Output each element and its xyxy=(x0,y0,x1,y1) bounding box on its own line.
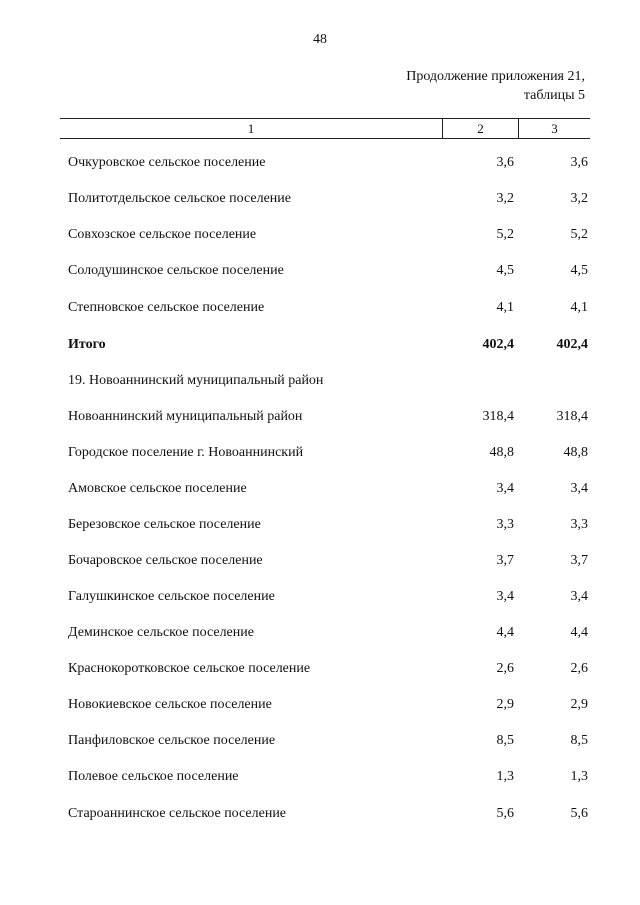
table-row xyxy=(68,625,590,645)
table-row xyxy=(68,661,590,681)
row-label: Степновское сельское поселение xyxy=(68,300,265,315)
row-label: Бочаровское сельское поселение xyxy=(68,553,263,568)
row-value-col-3: 1,3 xyxy=(570,769,588,784)
continuation-note xyxy=(406,67,585,105)
table-row xyxy=(68,769,590,789)
table-header xyxy=(60,118,590,140)
header-col-3: 3 xyxy=(551,121,558,136)
table-row xyxy=(68,263,590,283)
row-value-col-2: 3,6 xyxy=(496,155,514,170)
row-value-col-2: 2,9 xyxy=(496,697,514,712)
row-value-col-2: 3,7 xyxy=(496,553,514,568)
table-row xyxy=(68,227,590,247)
row-value-col-2: 2,6 xyxy=(496,661,514,676)
table-row xyxy=(68,553,590,573)
row-label: Итого xyxy=(68,337,106,352)
row-value-col-2: 4,4 xyxy=(496,625,514,640)
table-row xyxy=(68,191,590,211)
row-value-col-3: 3,4 xyxy=(570,589,588,604)
row-value-col-3: 3,7 xyxy=(570,553,588,568)
row-value-col-3: 4,1 xyxy=(570,300,588,315)
table-row xyxy=(68,155,590,175)
table-row xyxy=(68,445,590,465)
page-number: 48 xyxy=(313,32,327,47)
row-value-col-3: 4,5 xyxy=(570,263,588,278)
row-label: Очкуровское сельское поселение xyxy=(68,155,266,170)
row-value-col-2: 4,5 xyxy=(496,263,514,278)
header-col-1: 1 xyxy=(247,121,255,136)
row-value-col-2: 8,5 xyxy=(496,733,514,748)
row-value-col-2: 5,2 xyxy=(496,227,514,242)
row-label: 19. Новоаннинский муниципальный район xyxy=(68,373,324,388)
row-value-col-3: 3,6 xyxy=(570,155,588,170)
row-value-col-2: 3,4 xyxy=(496,589,514,604)
table-row xyxy=(68,481,590,501)
row-label: Новоаннинский муниципальный район xyxy=(68,409,303,424)
row-value-col-3: 2,6 xyxy=(570,661,588,676)
row-value-col-2: 4,1 xyxy=(496,300,514,315)
row-label: Березовское сельское поселение xyxy=(68,517,261,532)
row-value-col-2: 48,8 xyxy=(489,445,514,460)
row-label: Солодушинское сельское поселение xyxy=(68,263,284,278)
row-label: Амовское сельское поселение xyxy=(68,481,247,496)
row-label: Совхозское сельское поселение xyxy=(68,227,257,242)
row-value-col-3: 402,4 xyxy=(556,337,588,352)
table-row xyxy=(68,409,590,429)
row-value-col-3: 4,4 xyxy=(570,625,588,640)
row-value-col-3: 5,6 xyxy=(570,806,588,821)
continuation-line-2: таблицы 5 xyxy=(523,88,585,103)
row-value-col-3: 2,9 xyxy=(570,697,588,712)
header-bottom-rule xyxy=(60,138,590,139)
section-heading-row xyxy=(68,373,590,393)
row-value-col-2: 318,4 xyxy=(482,409,514,424)
row-value-col-3: 8,5 xyxy=(570,733,588,748)
row-value-col-2: 1,3 xyxy=(496,769,514,784)
row-label: Полевое сельское поселение xyxy=(68,769,239,784)
row-value-col-3: 3,4 xyxy=(570,481,588,496)
table-row xyxy=(68,589,590,609)
row-value-col-2: 3,4 xyxy=(496,481,514,496)
row-value-col-2: 402,4 xyxy=(482,337,514,352)
row-value-col-3: 48,8 xyxy=(563,445,588,460)
continuation-line-1: Продолжение приложения 21, xyxy=(406,69,585,84)
row-value-col-2: 5,6 xyxy=(496,806,514,821)
row-value-col-2: 3,3 xyxy=(496,517,514,532)
row-value-col-3: 5,2 xyxy=(570,227,588,242)
row-label: Городское поселение г. Новоаннинский xyxy=(68,445,304,460)
row-label: Староаннинское сельское поселение xyxy=(68,806,287,821)
row-value-col-3: 3,3 xyxy=(570,517,588,532)
row-value-col-3: 318,4 xyxy=(556,409,588,424)
table-row xyxy=(68,300,590,320)
row-label: Деминское сельское поселение xyxy=(68,625,254,640)
header-top-rule xyxy=(60,118,590,119)
table-row xyxy=(68,517,590,537)
row-label: Панфиловское сельское поселение xyxy=(68,733,276,748)
row-label: Краснокоротковское сельское поселение xyxy=(68,661,311,676)
header-col-2: 2 xyxy=(477,121,484,136)
row-label: Новокиевское сельское поселение xyxy=(68,697,272,712)
row-value-col-2: 3,2 xyxy=(496,191,514,206)
table-row xyxy=(68,806,590,826)
row-value-col-3: 3,2 xyxy=(570,191,588,206)
row-label: Галушкинское сельское поселение xyxy=(68,589,275,604)
table-row xyxy=(68,733,590,753)
row-label: Политотдельское сельское поселение xyxy=(68,191,291,206)
table-row xyxy=(68,697,590,717)
total-row xyxy=(68,337,590,357)
